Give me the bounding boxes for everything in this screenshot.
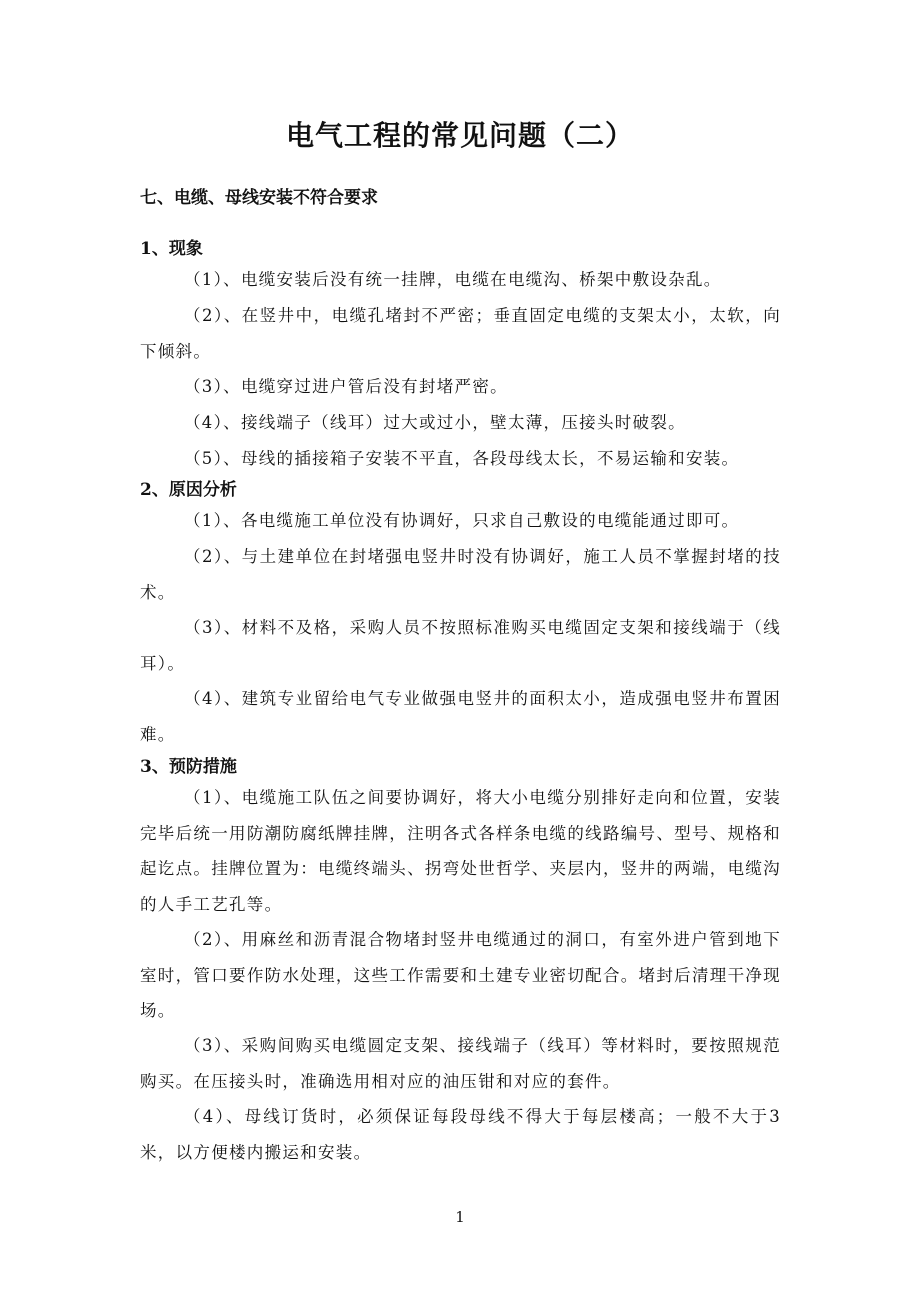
paragraph: （2）、用麻丝和沥青混合物堵封竖井电缆通过的洞口，有室外进户管到地下室时，管口要作防水处理，这些工作需要和土建专业密切配合。堵封后清理干净现场。 xyxy=(140,930,781,1020)
subsection-heading-cause-analysis: 2、原因分析 xyxy=(140,480,237,500)
subsection-heading-prevention: 3、预防措施 xyxy=(140,757,237,777)
paragraph: （5）、母线的插接箱子安装不平直，各段母线太长，不易运输和安装。 xyxy=(184,449,740,468)
paragraph: （3）、采购间购买电缆圆定支架、接线端子（线耳）等材料时，要按照规范购买。在压接头时，准确选用相对应的油压钳和对应的套件。 xyxy=(140,1036,781,1091)
paragraph: （3）、材料不及格，采购人员不按照标准购买电缆固定支架和接线端于（线耳）。 xyxy=(140,618,781,673)
document-title: 电气工程的常见问题（二） xyxy=(285,119,634,152)
section-heading: 七、电缆、母线安装不符合要求 xyxy=(140,188,378,208)
paragraph: （4）、母线订货时，必须保证每段母线不得大于每层楼高；一般不大于3米，以方便楼内搬运和安装。 xyxy=(140,1107,781,1162)
paragraph: （1）、电缆施工队伍之间要协调好，将大小电缆分别排好走向和位置，安装完毕后统一用防潮防腐纸牌挂牌，注明各式各样条电缆的线路编号、型号、规格和起讫点。挂牌位置为：电缆终端头、拐弯处世哲学、夹层内，竖井的两端，电缆沟的人手工艺孔等。 xyxy=(140,788,781,914)
paragraph: （4）、接线端子（线耳）过大或过小，壁太薄，压接头时破裂。 xyxy=(184,413,686,432)
paragraph: （3）、电缆穿过进户管后没有封堵严密。 xyxy=(184,377,508,396)
paragraph: （2）、在竖井中，电缆孔堵封不严密；垂直固定电缆的支架太小，太软，向下倾斜。 xyxy=(140,306,781,361)
paragraph: （2）、与土建单位在封堵强电竖井时没有协调好，施工人员不掌握封堵的技术。 xyxy=(140,547,781,602)
paragraph: （1）、各电缆施工单位没有协调好，只求自己敷设的电缆能通过即可。 xyxy=(184,511,740,530)
paragraph: （4）、建筑专业留给电气专业做强电竖井的面积太小，造成强电竖井布置困难。 xyxy=(140,689,781,744)
subsection-heading-phenomenon: 1、现象 xyxy=(140,239,203,259)
page-number: 1 xyxy=(455,1208,465,1226)
paragraph: （1）、电缆安装后没有统一挂牌，电缆在电缆沟、桥架中敷设杂乱。 xyxy=(184,270,722,289)
